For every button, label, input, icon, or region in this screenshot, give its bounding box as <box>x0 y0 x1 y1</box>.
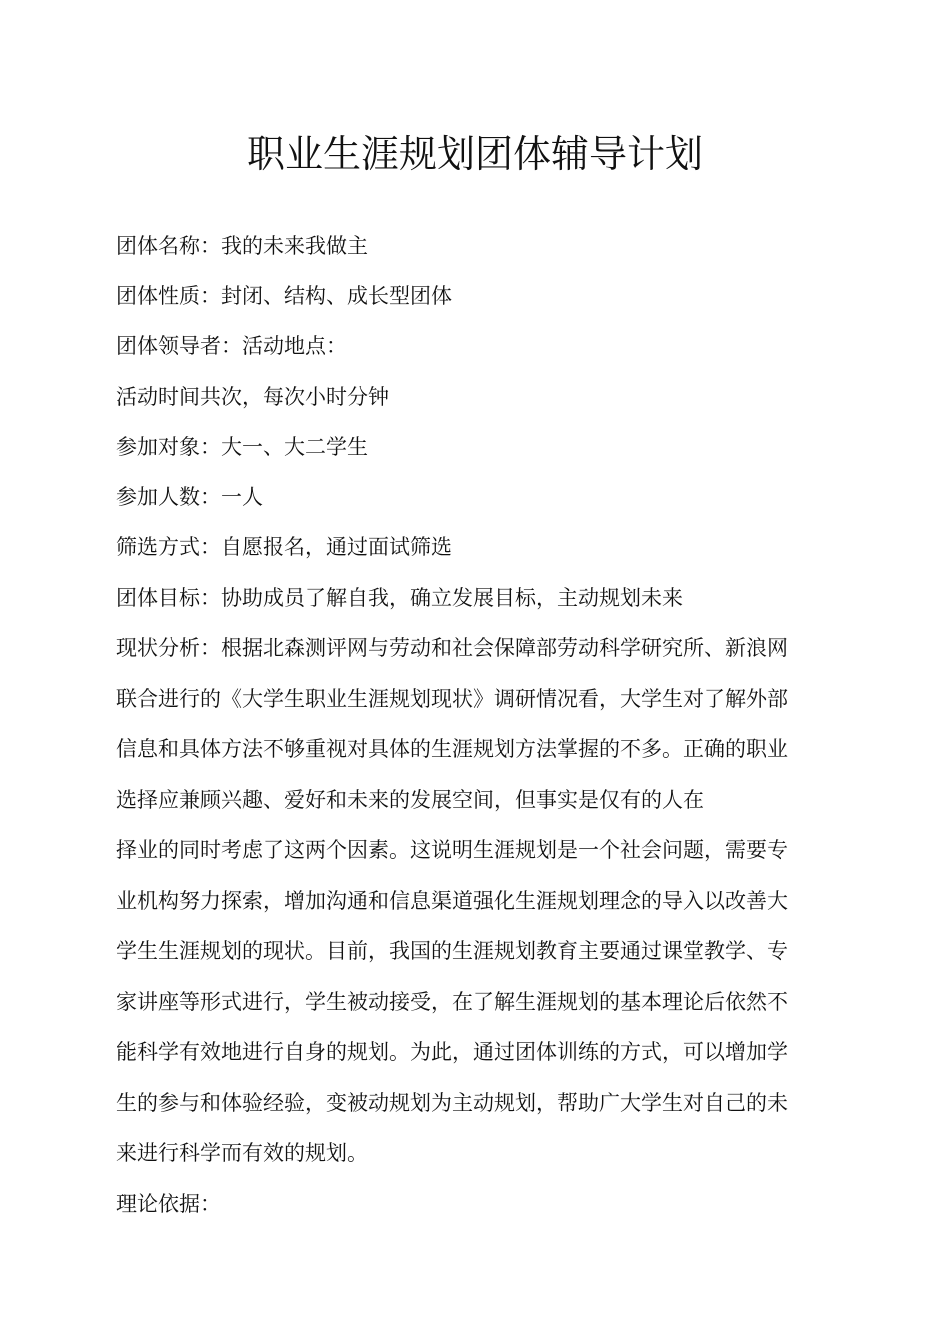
analysis-line-2: 联合进行的《大学生职业生涯规划现状》调研情况看，大学生对了解外部 <box>116 687 788 711</box>
field-participants: 参加对象：大一、大二学生 <box>116 435 368 459</box>
analysis-line-11: 来进行科学而有效的规划。 <box>116 1141 368 1165</box>
field-group-nature: 团体性质：封闭、结构、成长型团体 <box>116 284 452 308</box>
analysis-line-4: 选择应兼顾兴趣、爱好和未来的发展空间，但事实是仅有的人在 <box>116 788 704 812</box>
field-group-name: 团体名称：我的未来我做主 <box>116 234 368 258</box>
document-title: 职业生涯规划团体辅导计划 <box>246 132 703 176</box>
analysis-line-9: 能科学有效地进行自身的规划。为此，通过团体训练的方式，可以增加学 <box>116 1040 788 1064</box>
analysis-line-8: 家讲座等形式进行，学生被动接受，在了解生涯规划的基本理论后依然不 <box>116 990 788 1014</box>
field-selection-method: 筛选方式：自愿报名，通过面试筛选 <box>116 535 452 559</box>
theory-basis-heading: 理论依据： <box>116 1192 221 1216</box>
analysis-line-7: 学生生涯规划的现状。目前，我国的生涯规划教育主要通过课堂教学、专 <box>116 939 788 963</box>
field-leader-location: 团体领导者：活动地点： <box>116 334 347 358</box>
analysis-line-1: 现状分析：根据北森测评网与劳动和社会保障部劳动科学研究所、新浪网 <box>116 636 788 660</box>
analysis-line-3: 信息和具体方法不够重视对具体的生涯规划方法掌握的不多。正确的职业 <box>116 737 788 761</box>
field-group-goal: 团体目标：协助成员了解自我，确立发展目标，主动规划未来 <box>116 586 683 610</box>
analysis-line-6: 业机构努力探索，增加沟通和信息渠道强化生涯规划理念的导入以改善大 <box>116 889 788 913</box>
field-participant-count: 参加人数：一人 <box>116 485 263 509</box>
analysis-line-10: 生的参与和体验经验，变被动规划为主动规划，帮助广大学生对自己的未 <box>116 1091 788 1115</box>
field-activity-time: 活动时间共次，每次小时分钟 <box>116 385 389 409</box>
analysis-line-5: 择业的同时考虑了这两个因素。这说明生涯规划是一个社会问题，需要专 <box>116 838 788 862</box>
